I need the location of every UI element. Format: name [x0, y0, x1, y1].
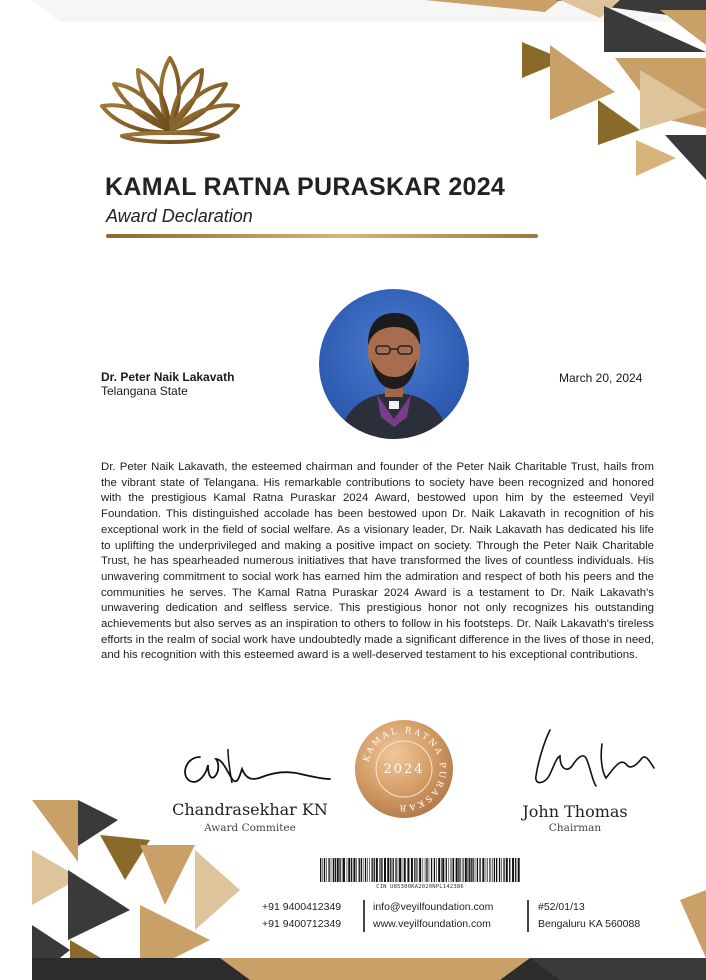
address-line-1: #52/01/13 — [538, 901, 585, 913]
barcode-icon — [320, 858, 520, 882]
page-title: KAMAL RATNA PURASKAR 2024 — [105, 173, 506, 201]
contact-web — [373, 899, 493, 933]
contact-email[interactable]: info@veyilfoundation.com — [373, 901, 494, 913]
page-subtitle: Award Declaration — [106, 206, 253, 226]
phone-1: +91 9400412349 — [262, 901, 342, 913]
seal-year: 2024 — [383, 762, 425, 777]
declaration-date: March 20, 2024 — [559, 371, 643, 385]
portrait-photo — [319, 289, 469, 439]
footer-divider — [363, 900, 365, 932]
phone-2: +91 9400712349 — [262, 918, 342, 930]
lotus-logo-icon — [100, 50, 240, 150]
seal-ring-text: KAMAL RATNA PURASKAR — [361, 725, 448, 813]
signature-right — [520, 722, 660, 797]
barcode-text: CIN U85300KA2020NPL142386 — [376, 884, 464, 890]
contact-address — [538, 899, 640, 933]
footer-divider — [527, 900, 529, 932]
recipient-name: Dr. Peter Naik Lakavath — [101, 370, 235, 384]
signatory-right-role: Chairman — [548, 822, 602, 834]
contact-website[interactable]: www.veyilfoundation.com — [373, 918, 491, 930]
gold-seal-icon — [354, 719, 454, 819]
recipient-state: Telangana State — [101, 384, 188, 398]
signatory-left-role: Award Commitee — [204, 822, 296, 834]
address-line-2: Bengaluru KA 560088 — [538, 918, 641, 930]
title-divider — [106, 234, 538, 238]
signature-left — [172, 735, 332, 795]
signatory-left-name: Chandrasekhar KN — [172, 800, 328, 819]
declaration-body: Dr. Peter Naik Lakavath, the esteemed chairman and founder of the Peter Naik Charitable Trust, hails from the vibrant state of Telangana. His remarkable contributions to society have been recognized and honored with the prestigious Kamal Ratna Puraskar 2024 Award, bestowed upon him by the esteemed Veyil Foundation. This distinguished accolade has been bestowed upon Dr. Naik Lakavath in recognition of his exceptional work in the field of social welfare. As a visionary leader, Dr. Naik Lakavath has dedicated his life to uplifting the underprivileged and making a positive impact on society. Through the Peter Naik Charitable Trust, he has spearheaded numerous initiatives that have transformed the lives of countless individuals. His unwavering commitment to social work has earned him the admiration and respect of both his peers and the communities he serves. The Kamal Ratna Puraskar 2024 Award is a testament to Dr. Naik Lakavath's unwavering dedication and selfless service. This prestigious honor not only recognizes his outstanding achievements but also serves as an inspiration to others to follow in his footsteps. Dr. Naik Lakavath's tireless efforts in the realm of social work have undoubtedly made a significant difference in the lives of those in need, and his recognition with this esteemed award is a well-deserved testament to his exceptional contributions. — [101, 461, 654, 662]
contact-phones — [262, 899, 341, 933]
signatory-right-name: John Thomas — [522, 802, 628, 821]
